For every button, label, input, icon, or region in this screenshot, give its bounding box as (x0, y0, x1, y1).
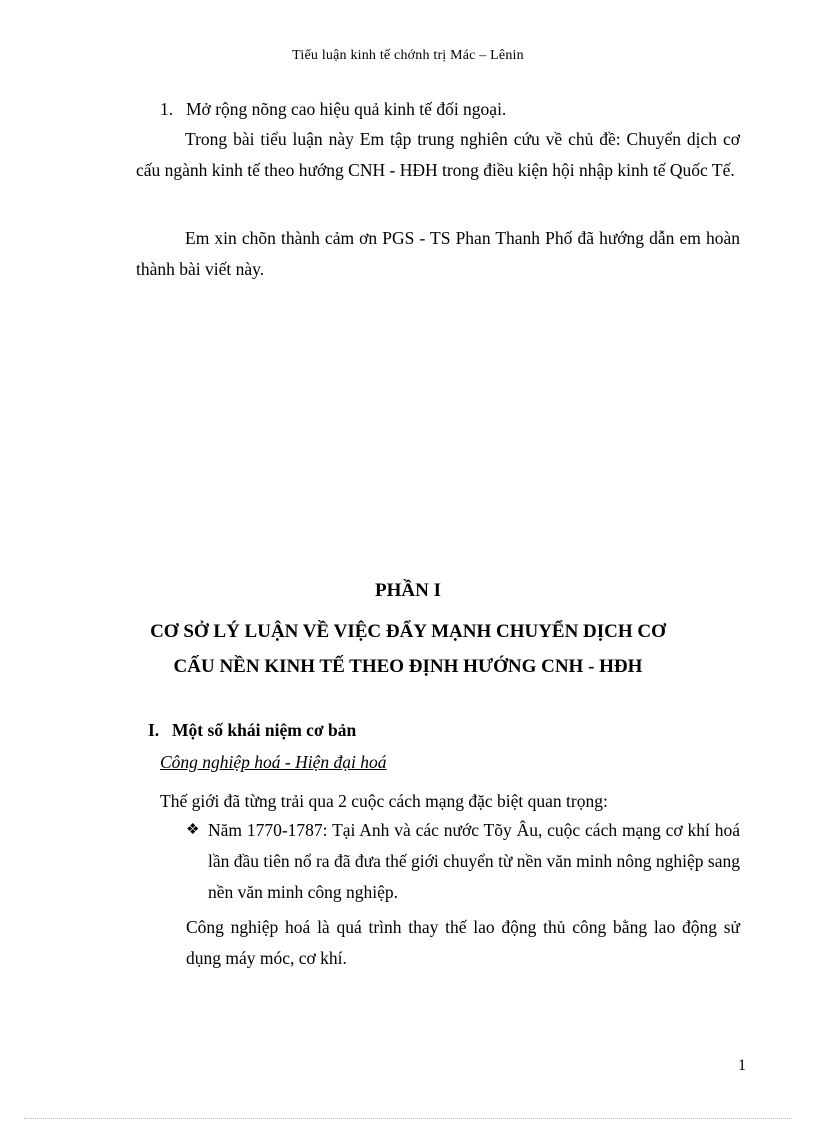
paragraph-intro: Thế giới đã từng trải qua 2 cuộc cách mạng đặc biệt quan trọng: (160, 791, 608, 811)
bullet-item (186, 815, 740, 908)
page-header: Tiểu luận kinh tế chớnh trị Mác – Lênin (292, 48, 524, 63)
part-label: PHẦN I (375, 580, 441, 601)
part-title (0, 614, 816, 684)
section-number: I. (148, 720, 160, 740)
paragraph-topic: Trong bài tiểu luận này Em tập trung nghiên cứu về chủ đề: Chuyển dịch cơ cấu ngành kinh tế theo hướng CNH - HĐH trong điều kiện hội nhập kinh tế Quốc Tế. (136, 129, 740, 180)
paragraph-thanks: Em xin chõn thành cảm ơn PGS - TS Phan Thanh Phố đã hướng dẫn em hoàn thành bài viết này. (136, 228, 740, 279)
page-number: 1 (738, 1057, 746, 1074)
paragraph-definition: Công nghiệp hoá là quá trình thay thế lao động thủ công bằng lao động sử dụng máy móc, cơ khí. (186, 917, 740, 968)
item-text: Mở rộng nõng cao hiệu quả kinh tế đối ngoại. (186, 99, 507, 119)
item-number: 1. (160, 99, 174, 119)
numbered-item (160, 94, 506, 125)
subheading: Công nghiệp hoá - Hiện đại hoá (160, 752, 387, 772)
part-title-line-2: CẤU NỀN KINH TẾ THEO ĐỊNH HƯỚNG CNH - HĐH (173, 656, 643, 677)
diamond-bullet-icon: ❖ (186, 822, 200, 838)
section-heading (148, 720, 356, 741)
bullet-text: Năm 1770-1787: Tại Anh và các nước Tõy Âu, cuộc cách mạng cơ khí hoá lần đầu tiên nổ ra đã đưa thế giới chuyển từ nền văn minh nông nghiệp sang nền văn minh công nghiệp. (208, 820, 740, 902)
section-title: Một số khái niệm cơ bản (172, 720, 357, 740)
part-title-line-1: CƠ SỞ LÝ LUẬN VỀ VIỆC ĐẨY MẠNH CHUYỂN DỊCH CƠ (150, 621, 666, 642)
footer-divider (24, 1118, 792, 1119)
